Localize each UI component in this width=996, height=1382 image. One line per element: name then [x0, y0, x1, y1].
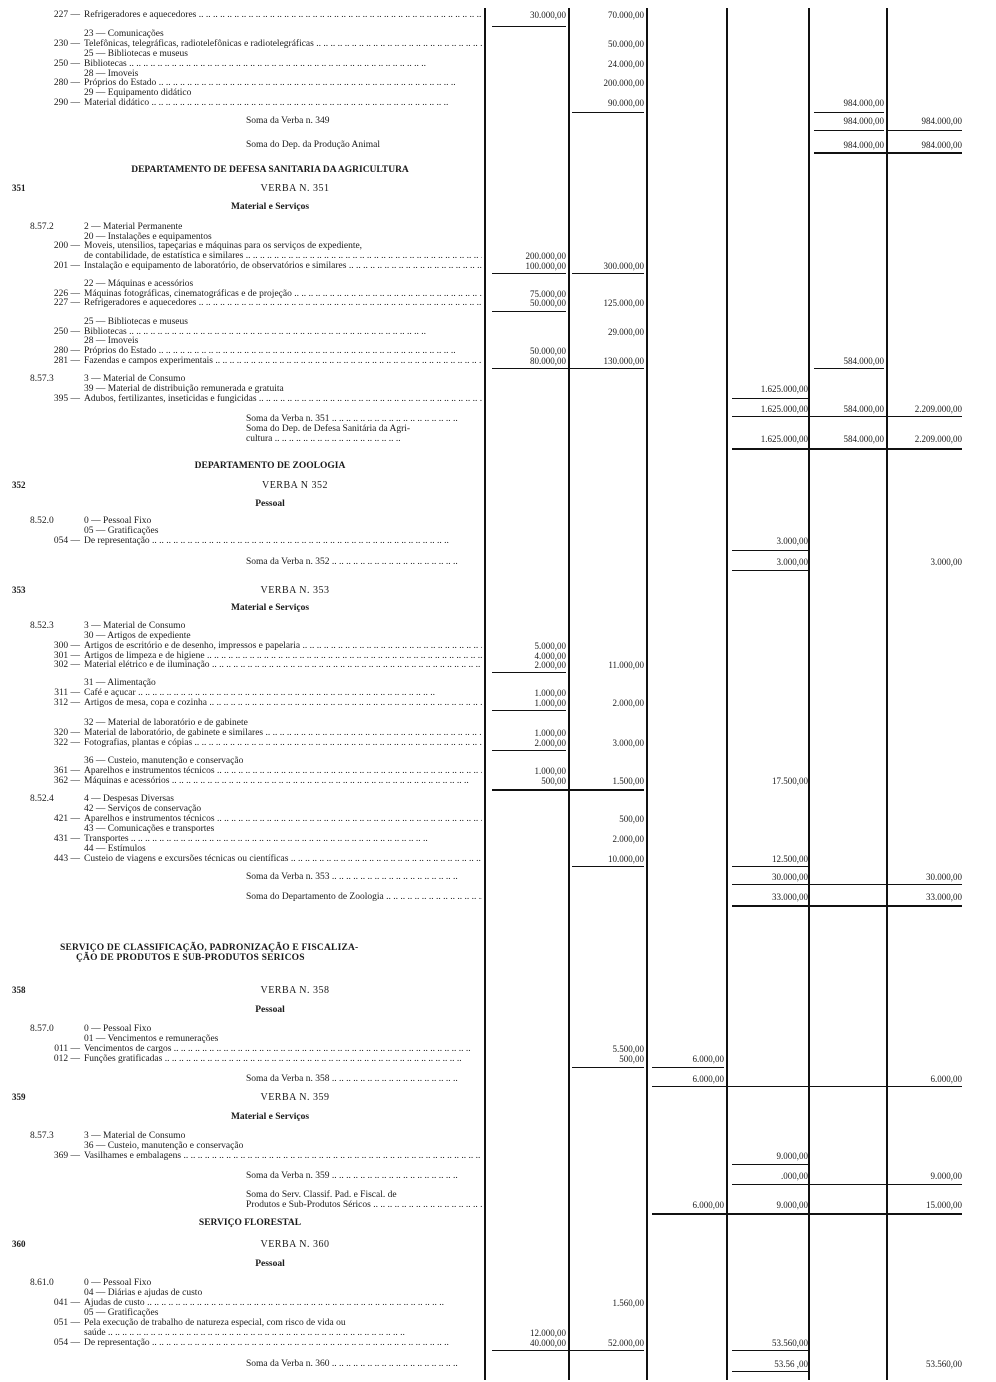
- item-description: Material elétrico e de iluminação .. ..: [84, 660, 482, 671]
- value-col-5: 584.000,00: [843, 356, 884, 366]
- item-description: 28 — Imoveis: [84, 336, 139, 346]
- value-col-3: 6.000,00: [692, 1200, 724, 1210]
- verba-number: 358: [12, 985, 26, 995]
- classification-code: 8.52.4: [30, 794, 54, 804]
- dept-title-classificacao-1: SERVIÇO DE CLASSIFICAÇÃO, PADRONIZAÇÃO E FISCALIZA-: [60, 943, 359, 953]
- rule: [888, 130, 962, 131]
- item-code: 280 —: [53, 78, 80, 88]
- item-description: Custeio de viagens e excursões técnicas ou científicas .. ..: [84, 854, 482, 865]
- item-description: 3 — Material de Consumo: [84, 621, 186, 631]
- rule: [732, 398, 808, 399]
- item-description: Próprios do Estado .. ..: [84, 78, 482, 89]
- verba-row: [0, 183, 996, 194]
- classification-code: 8.57.0: [30, 1024, 54, 1034]
- rule: [814, 130, 884, 131]
- rule: [572, 866, 644, 867]
- item-code: 362 —: [53, 776, 80, 786]
- value-col-2: 2.000,00: [612, 698, 644, 708]
- item-code: 443 —: [53, 854, 80, 864]
- rule: [814, 112, 884, 113]
- sum-label: Soma do Departamento de Zoologia .. ..: [246, 892, 482, 903]
- item-description: 22 — Máquinas e acessórios: [84, 279, 194, 289]
- sum-label: Soma da Verba n. 349: [246, 116, 330, 126]
- value-col-1: 80.000,00: [530, 356, 566, 366]
- value-col-4: 17.500,00: [772, 776, 808, 786]
- sum-label: Soma da Verba n. 352 .. ..: [246, 557, 482, 568]
- item-description: 20 — Instalações e equipamentos: [84, 232, 212, 242]
- item-description: Bibliotecas .. ..: [84, 327, 482, 338]
- item-description: 04 — Diárias e ajudas de custo: [84, 1288, 203, 1298]
- value-col-2: 1.500,00: [612, 776, 644, 786]
- table-row: [0, 1054, 996, 1065]
- value-col-1: 50.000,00: [530, 346, 566, 356]
- value-col-2: 24.000,00: [608, 59, 644, 69]
- value-col-6: 33.000,00: [926, 892, 962, 902]
- value-col-1: 100.000,00: [525, 261, 566, 271]
- item-code: 281 —: [53, 356, 80, 366]
- sum-label: Soma da Verba n. 353 .. ..: [246, 872, 482, 883]
- item-description: De representação .. ..: [84, 1338, 482, 1349]
- item-description: 32 — Material de laboratório e de gabinete: [84, 718, 248, 728]
- value-col-2: 125.000,00: [603, 298, 644, 308]
- classification-code: 8.61.0: [30, 1278, 54, 1288]
- verba-number: 352: [12, 480, 26, 490]
- item-description: Telefônicas, telegráficas, radiotelefônicas e radiotelegráficas .. ..: [84, 39, 482, 50]
- table-row: [0, 116, 996, 127]
- table-row: [0, 557, 996, 568]
- table-row: [0, 140, 996, 151]
- verba-row: [0, 585, 996, 596]
- value-col-4: 9.000,00: [776, 1151, 808, 1161]
- value-col-4: 53.56 ,00: [774, 1359, 808, 1369]
- item-code: 312 —: [53, 698, 80, 708]
- item-description: Aparelhos e instrumentos técnicos .. ..: [84, 766, 482, 777]
- table-row: [0, 660, 996, 671]
- value-col-1: 1.000,00: [534, 698, 566, 708]
- item-description: Refrigeradores e aquecedores .. ..: [84, 10, 482, 21]
- value-col-2: 500,00: [619, 1054, 644, 1064]
- item-description: 3 — Material de Consumo: [84, 374, 186, 384]
- value-col-2: 500,00: [619, 814, 644, 824]
- value-col-1: 500,00: [541, 776, 566, 786]
- item-description: Adubos, fertilizantes, inseticidas e fungicidas .. ..: [84, 394, 482, 405]
- rule: [732, 884, 962, 885]
- item-description: Material de laboratório, de gabinete e similares .. ..: [84, 728, 482, 739]
- rule: [732, 1164, 808, 1165]
- table-row: [0, 1359, 996, 1370]
- value-col-5: 984.000,00: [843, 98, 884, 108]
- sum-label: Soma do Serv. Classif. Pad. e Fiscal. de: [246, 1190, 397, 1200]
- item-description: 44 — Estímulos: [84, 844, 146, 854]
- item-code: 369 —: [53, 1151, 80, 1161]
- item-description: 01 — Vencimentos e remunerações: [84, 1034, 219, 1044]
- item-description: Máquinas e acessórios .. ..: [84, 776, 482, 787]
- section-heading: Pessoal: [255, 499, 285, 509]
- table-row: [0, 738, 996, 749]
- verba-number: 353: [12, 585, 26, 595]
- item-description: 30 — Artigos de expediente: [84, 631, 191, 641]
- item-code: 250 —: [53, 327, 80, 337]
- rule: [492, 311, 566, 312]
- item-description: 36 — Custeio, manutenção e conservação: [84, 1141, 244, 1151]
- section-heading: Pessoal: [255, 1005, 285, 1015]
- item-description: 28 — Imoveis: [84, 69, 139, 79]
- item-description: Ajudas de custo .. ..: [84, 1298, 482, 1309]
- value-col-2: 50.000,00: [608, 39, 644, 49]
- value-col-6: 2.209.000,00: [914, 434, 962, 444]
- rule: [732, 448, 962, 450]
- value-col-2: 10.000,00: [608, 854, 644, 864]
- item-description: Material didático .. ..: [84, 98, 482, 109]
- item-description: 31 — Alimentação: [84, 678, 156, 688]
- value-col-1: 30.000,00: [530, 10, 566, 20]
- value-col-2: 3.000,00: [612, 738, 644, 748]
- value-col-4: .000,00: [781, 1171, 808, 1181]
- value-col-6: 6.000,00: [930, 1074, 962, 1084]
- table-row: [0, 698, 996, 709]
- value-col-4: 53.560,00: [772, 1338, 808, 1348]
- value-col-4: 1.625.000,00: [760, 384, 808, 394]
- item-description: Café e açucar .. ..: [84, 688, 482, 699]
- item-code: 250 —: [53, 59, 80, 69]
- item-code: 011 —: [54, 1044, 80, 1054]
- value-col-5: 584.000,00: [843, 404, 884, 414]
- value-col-6: 2.209.000,00: [914, 404, 962, 414]
- verba-heading: VERBA N. 360: [260, 1239, 330, 1250]
- dept-title-zoologia: DEPARTAMENTO DE ZOOLOGIA: [194, 461, 346, 471]
- item-description: Fazendas e campos experimentais .. ..: [84, 356, 482, 367]
- item-code: 301 —: [53, 651, 80, 661]
- item-code: 322 —: [53, 738, 80, 748]
- value-col-2: 90.000,00: [608, 98, 644, 108]
- value-col-5: 584.000,00: [843, 434, 884, 444]
- item-description: 05 — Gratificações: [84, 526, 159, 536]
- section-heading: Material e Serviços: [230, 202, 310, 212]
- item-description: Transportes .. ..: [84, 834, 482, 845]
- value-col-6: 9.000,00: [930, 1171, 962, 1181]
- section-heading: Material e Serviços: [230, 603, 310, 613]
- rule: [814, 368, 884, 369]
- rule: [732, 416, 962, 417]
- table-row: [0, 536, 996, 547]
- item-description: 0 — Pessoal Fixo: [84, 1024, 152, 1034]
- classification-code: 8.57.2: [30, 222, 54, 232]
- value-col-6: 30.000,00: [926, 872, 962, 882]
- item-code: 320 —: [53, 728, 80, 738]
- value-col-1: 200.000,00: [525, 251, 566, 261]
- rule: [732, 1371, 808, 1372]
- item-code: 280 —: [53, 346, 80, 356]
- table-row: [0, 434, 996, 445]
- verba-heading: VERBA N. 353: [260, 585, 330, 596]
- value-col-2: 5.500,00: [612, 1044, 644, 1054]
- section-heading: Pessoal: [255, 1259, 285, 1269]
- item-description: 0 — Pessoal Fixo: [84, 1278, 152, 1288]
- table-row: [0, 298, 996, 309]
- rule: [732, 1350, 808, 1351]
- item-code: 201 —: [53, 261, 80, 271]
- rule: [492, 789, 644, 791]
- table-row: [0, 776, 996, 787]
- rule: [732, 1184, 962, 1185]
- value-col-3: 6.000,00: [692, 1054, 724, 1064]
- table-row: [0, 854, 996, 865]
- item-description: 0 — Pessoal Fixo: [84, 516, 152, 526]
- rule: [652, 1086, 962, 1087]
- item-description: 25 — Bibliotecas e museus: [84, 49, 188, 59]
- item-description: de contabilidade, de estatística e similares .. ..: [84, 251, 482, 262]
- item-code: 300 —: [53, 641, 80, 651]
- rule: [492, 750, 566, 751]
- dept-title-defesa: DEPARTAMENTO DE DEFESA SANITARIA DA AGRICULTURA: [131, 165, 409, 175]
- value-col-3: 6.000,00: [692, 1074, 724, 1084]
- item-description: Moveis, utensilios, tapeçarias e máquinas para os serviços de expediente,: [84, 241, 363, 251]
- item-description: 4 — Despesas Diversas: [84, 794, 174, 804]
- item-code: 012 —: [53, 1054, 80, 1064]
- item-description: 43 — Comunicações e transportes: [84, 824, 215, 834]
- item-description: Vencimentos de cargos .. ..: [84, 1044, 482, 1055]
- item-code: 290 —: [53, 98, 80, 108]
- item-code: 051 —: [53, 1318, 80, 1328]
- sum-label: Produtos e Sub-Produtos Séricos .. ..: [246, 1200, 482, 1211]
- item-description: 05 — Gratificações: [84, 1308, 159, 1318]
- verba-row: [0, 1239, 996, 1250]
- table-row: [0, 356, 996, 367]
- table-row: [0, 261, 996, 272]
- table-row: [0, 1074, 996, 1085]
- item-description: 25 — Bibliotecas e museus: [84, 317, 188, 327]
- item-description: 36 — Custeio, manutenção e conservação: [84, 756, 244, 766]
- item-description: Máquinas fotográficas, cinematográficas e de projeção .. ..: [84, 289, 482, 300]
- value-col-4: 1.625.000,00: [760, 434, 808, 444]
- table-row: [0, 10, 996, 21]
- item-description: 3 — Material de Consumo: [84, 1131, 186, 1141]
- item-description: Pela execução de trabalho de natureza especial, com risco de vida ou: [84, 1318, 346, 1328]
- item-code: 230 —: [53, 39, 80, 49]
- item-code: 227 —: [53, 10, 80, 20]
- item-description: 42 — Serviços de conservação: [84, 804, 202, 814]
- value-col-6: 984.000,00: [921, 140, 962, 150]
- table-row: [0, 1151, 996, 1162]
- value-col-1: 1.000,00: [534, 728, 566, 738]
- item-code: 226 —: [53, 289, 80, 299]
- value-col-6: 3.000,00: [930, 557, 962, 567]
- item-description: Aparelhos e instrumentos técnicos .. ..: [84, 814, 482, 825]
- rule: [732, 570, 808, 571]
- value-col-1: 12.000,00: [530, 1328, 566, 1338]
- item-description: Instalação e equipamento de laboratório, de observatórios e similares .. ..: [84, 261, 482, 272]
- value-col-4: 3.000,00: [776, 536, 808, 546]
- value-col-1: 40.000,00: [530, 1338, 566, 1348]
- classification-code: 8.57.3: [30, 374, 54, 384]
- value-col-4: 12.500,00: [772, 854, 808, 864]
- sum-label: Soma da Verba n. 358 .. ..: [246, 1074, 482, 1085]
- value-col-1: 5.000,00: [534, 641, 566, 651]
- rule: [572, 1067, 644, 1068]
- value-col-4: 3.000,00: [776, 557, 808, 567]
- classification-code: 8.52.3: [30, 621, 54, 631]
- item-description: Próprios do Estado .. ..: [84, 346, 482, 357]
- rule: [492, 710, 566, 711]
- value-col-2: 52.000,00: [608, 1338, 644, 1348]
- value-col-4: 33.000,00: [772, 892, 808, 902]
- rule: [492, 368, 644, 369]
- item-code: 054 —: [53, 536, 80, 546]
- sum-label: Soma do Dep. da Produção Animal: [246, 140, 381, 150]
- item-description: 23 — Comunicações: [84, 29, 164, 39]
- sum-label: Soma da Verba n. 360 .. ..: [246, 1359, 482, 1370]
- value-col-6: 15.000,00: [926, 1200, 962, 1210]
- value-col-1: 4.000,00: [534, 651, 566, 661]
- value-col-1: 1.000,00: [534, 688, 566, 698]
- value-col-2: 70.000,00: [608, 10, 644, 20]
- value-col-2: 130.000,00: [603, 356, 644, 366]
- value-col-4: 1.625.000,00: [760, 404, 808, 414]
- item-description: Artigos de escritório e de desenho, impressos e papelaria .. ..: [84, 641, 482, 652]
- rule: [492, 273, 566, 274]
- dept-title-classificacao-2: ÇÃO DE PRODUTOS E SUB-PRODUTOS SERICOS: [76, 953, 305, 963]
- verba-number: 360: [12, 1239, 26, 1249]
- rule: [652, 1213, 962, 1215]
- sum-label: cultura .. ..: [246, 434, 482, 445]
- table-row: [0, 1338, 996, 1349]
- verba-row: [0, 480, 996, 491]
- verba-heading: VERBA N. 351: [260, 183, 330, 194]
- table-row: [0, 1200, 996, 1211]
- value-col-2: 2.000,00: [612, 834, 644, 844]
- section-heading: Material e Serviços: [230, 1112, 310, 1122]
- value-col-6: 984.000,00: [921, 116, 962, 126]
- item-description: Artigos de limpeza e de higiene .. ..: [84, 651, 482, 662]
- value-col-5: 984.000,00: [843, 116, 884, 126]
- table-row: [0, 1171, 996, 1182]
- item-code: 361 —: [53, 766, 80, 776]
- item-description: 39 — Material de distribuição remunerada e gratuita: [84, 384, 284, 394]
- item-description: saúde .. ..: [84, 1328, 482, 1339]
- item-description: 29 — Equipamento didático: [84, 88, 192, 98]
- item-description: Artigos de mesa, copa e cozinha .. ..: [84, 698, 482, 709]
- value-col-6: 53.560,00: [926, 1359, 962, 1369]
- item-description: De representação .. ..: [84, 536, 482, 547]
- verba-row: [0, 985, 996, 996]
- rule: [492, 1350, 644, 1351]
- item-code: 227 —: [53, 298, 80, 308]
- value-col-1: 2.000,00: [534, 738, 566, 748]
- rule: [732, 550, 808, 551]
- rule: [732, 905, 962, 907]
- value-col-2: 29.000,00: [608, 327, 644, 337]
- classification-code: 8.52.0: [30, 516, 54, 526]
- verba-heading: VERBA N. 359: [260, 1092, 330, 1103]
- table-row: [0, 98, 996, 109]
- item-code: 302 —: [53, 660, 80, 670]
- verba-row: [0, 1092, 996, 1103]
- sum-label: Soma do Dep. de Defesa Sanitária da Agri-: [246, 424, 411, 434]
- value-col-4: 9.000,00: [776, 1200, 808, 1210]
- verba-heading: VERBA N 352: [261, 480, 329, 491]
- item-description: Funções gratificadas .. ..: [84, 1054, 482, 1065]
- rule: [732, 866, 808, 867]
- item-code: 041 —: [53, 1298, 80, 1308]
- value-col-1: 50.000,00: [530, 298, 566, 308]
- item-description: Fotografias, plantas e cópias .. ..: [84, 738, 482, 749]
- rule: [572, 273, 644, 274]
- item-description: Vasilhames e embalagens .. ..: [84, 1151, 482, 1162]
- verba-number: 359: [12, 1092, 26, 1102]
- table-row: [0, 872, 996, 883]
- dept-title-florestal: SERVIÇO FLORESTAL: [198, 1218, 302, 1228]
- item-description: Refrigeradores e aquecedores .. ..: [84, 298, 482, 309]
- item-code: 395 —: [53, 394, 80, 404]
- value-col-1: 1.000,00: [534, 766, 566, 776]
- rule: [652, 1067, 724, 1068]
- value-col-1: 75.000,00: [530, 289, 566, 299]
- value-col-5: 984.000,00: [843, 140, 884, 150]
- table-row: [0, 892, 996, 903]
- rule: [814, 152, 962, 154]
- rule: [492, 26, 566, 27]
- value-col-1: 2.000,00: [534, 660, 566, 670]
- item-description: Bibliotecas .. ..: [84, 59, 482, 70]
- value-col-2: 11.000,00: [608, 660, 644, 670]
- sum-label: Soma da Verba n. 351 .. ..: [246, 414, 482, 425]
- classification-code: 8.57.3: [30, 1131, 54, 1141]
- item-code: 431 —: [53, 834, 80, 844]
- sum-label: Soma da Verba n. 359 .. ..: [246, 1171, 482, 1182]
- item-code: 421 —: [53, 814, 80, 824]
- value-col-2: 200.000,00: [603, 78, 644, 88]
- value-col-2: 1.560,00: [612, 1298, 644, 1308]
- value-col-2: 300.000,00: [603, 261, 644, 271]
- item-description: 2 — Material Permanente: [84, 222, 183, 232]
- rule: [492, 672, 566, 673]
- value-col-4: 30.000,00: [772, 872, 808, 882]
- item-code: 311 —: [54, 688, 80, 698]
- item-code: 054 —: [53, 1338, 80, 1348]
- verba-heading: VERBA N. 358: [260, 985, 330, 996]
- verba-number: 351: [12, 183, 26, 193]
- rule: [572, 112, 644, 113]
- item-code: 200 —: [53, 241, 80, 251]
